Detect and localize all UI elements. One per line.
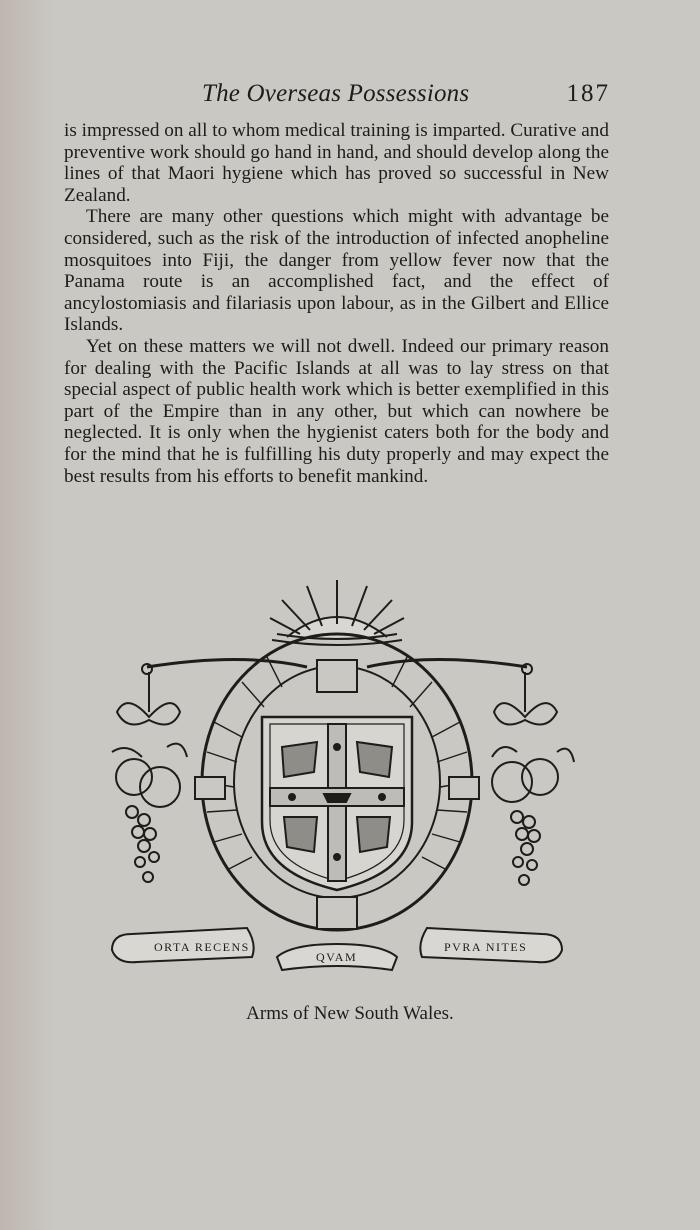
- shield: [262, 717, 412, 890]
- motto-center: QVAM: [316, 950, 358, 964]
- coat-of-arms-illustration: [92, 572, 582, 982]
- running-head: [62, 78, 610, 112]
- figure-caption: Arms of New South Wales.: [246, 1003, 454, 1024]
- left-fruit-garland: [112, 672, 187, 882]
- right-fruit-garland: [492, 672, 574, 885]
- paragraph-2: There are many other questions which might with advantage be considered, such as the risk of the introduction of infected anopheline mosquitoes into Fiji, the danger from yellow fever now that the Panama route is an accomplished fact, and the effect of ancylostomiasis and filariasis upon labour, as in the Gilbert and Ellice Islands.: [64, 206, 609, 336]
- arms-engraving: [92, 572, 582, 982]
- paragraph-3: Yet on these matters we will not dwell. Indeed our primary reason for dealing with the Pacific Islands at all was to lay stress on that special aspect of public health work which is better exemplified in this part of the Empire than in any other, but which can nowhere be neglected. It is only when the hygienist caters both for the body and for the mind that he is fulfilling his duty properly and may expect the best results from his efforts to benefit mankind.: [64, 335, 609, 487]
- motto-right: PVRA NITES: [444, 940, 528, 954]
- page-number: 187: [566, 80, 610, 107]
- paragraph-1: is impressed on all to whom medical training is imparted. Curative and preventive work should go hand in hand, and should develop along the lines of that Maori hygiene which has proved so successful in New Zealand.: [64, 120, 609, 206]
- running-title: The Overseas Possessions: [202, 80, 470, 107]
- body-text: [64, 120, 609, 487]
- motto-left: ORTA RECENS: [154, 940, 250, 954]
